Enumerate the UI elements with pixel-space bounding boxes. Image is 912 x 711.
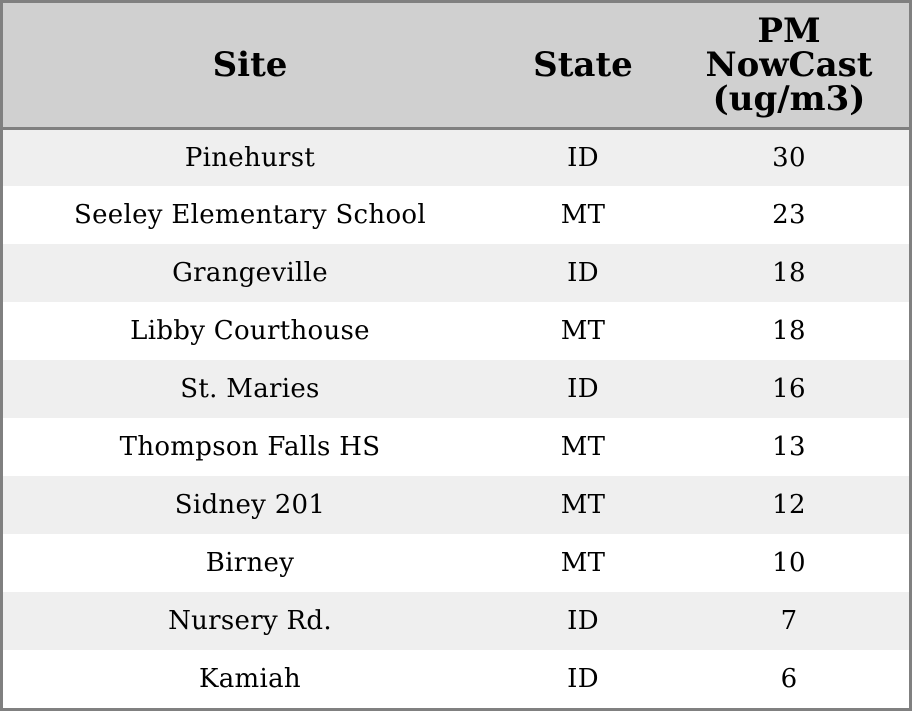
- cell-pm-value: 30: [772, 142, 806, 173]
- table-row: [3, 650, 909, 708]
- cell-site: Pinehurst: [184, 142, 316, 173]
- cell-state: ID: [567, 606, 599, 636]
- cell-state: MT: [560, 432, 606, 462]
- cell-pm-value: 10: [772, 548, 806, 578]
- cell-state: ID: [567, 664, 599, 694]
- table-row: [3, 534, 909, 592]
- cell-pm-value: 18: [772, 258, 806, 288]
- cell-state: MT: [560, 316, 606, 346]
- table-header: [3, 3, 909, 128]
- table-row: [3, 592, 909, 650]
- cell-pm-value: 7: [780, 606, 798, 636]
- header-pm-line-3: (ug/m3): [712, 78, 866, 119]
- cell-site: Libby Courthouse: [130, 316, 370, 346]
- cell-site: Sidney 201: [174, 490, 326, 520]
- cell-pm-value: 13: [772, 432, 806, 462]
- header-pm-line-1: PM: [757, 10, 821, 51]
- cell-pm-value: 23: [772, 200, 806, 230]
- cell-state: ID: [567, 374, 599, 404]
- table-row: [3, 186, 909, 244]
- pm-nowcast-table: [3, 3, 909, 708]
- cell-pm-value: 18: [772, 316, 806, 346]
- cell-state: ID: [567, 142, 599, 173]
- table-row: [3, 244, 909, 302]
- table-row: [3, 476, 909, 534]
- header-site: Site: [3, 3, 497, 128]
- cell-pm-value: 16: [772, 374, 806, 404]
- cell-site: Nursery Rd.: [168, 606, 332, 636]
- header-row: [3, 3, 909, 128]
- cell-pm-value: 12: [772, 490, 806, 520]
- cell-pm-value: 6: [780, 664, 798, 694]
- table-row: [3, 302, 909, 360]
- cell-state: MT: [560, 548, 606, 578]
- header-state: State: [497, 3, 669, 128]
- table-row: [3, 360, 909, 418]
- table-row: [3, 128, 909, 186]
- header-pm-nowcast: [669, 3, 909, 128]
- cell-site: Birney: [205, 548, 295, 578]
- cell-site: Thompson Falls HS: [119, 432, 381, 462]
- cell-site: Seeley Elementary School: [74, 200, 426, 230]
- header-pm-line-2: NowCast: [705, 44, 873, 85]
- cell-site: Grangeville: [172, 258, 328, 288]
- cell-site: Kamiah: [199, 664, 301, 694]
- table-body: [3, 128, 909, 708]
- table-row: [3, 418, 909, 476]
- cell-site: St. Maries: [180, 374, 320, 404]
- cell-state: MT: [560, 490, 606, 520]
- cell-state: ID: [567, 258, 599, 288]
- cell-state: MT: [560, 200, 606, 230]
